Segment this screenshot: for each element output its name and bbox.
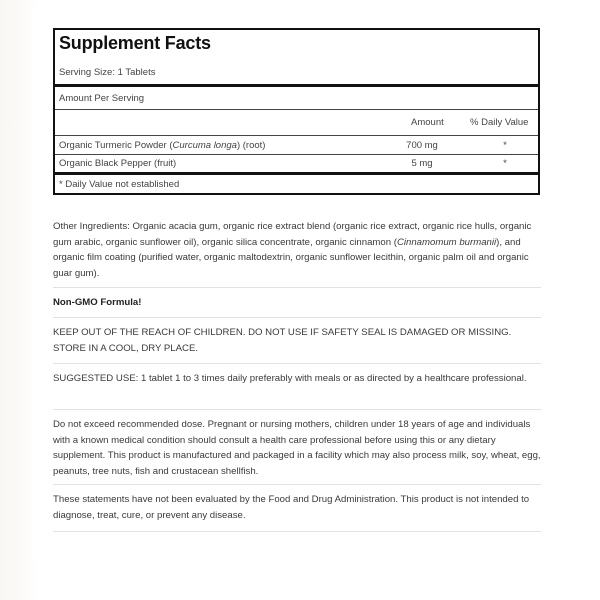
nutrient-row — [55, 137, 538, 154]
daily-value-column-header: % Daily Value — [470, 117, 529, 128]
thick-rule — [55, 84, 538, 87]
section-divider — [53, 287, 541, 288]
fda-disclaimer-text: These statements have not been evaluated by the Food and Drug Administration. This product is not intended to diagnose, treat, cure, or prevent any disease. — [53, 494, 530, 521]
section-divider — [53, 317, 541, 318]
caution-text: Do not exceed recommended dose. Pregnant or nursing mothers, children under 18 years of age and individuals with a known medical condition should consult a health care professional before using this or any dietary supplement. This product is manufactured and packaged in a facility which may also process milk, soy, wheat, egg, peanuts, tree nuts, fish and crustacean shellfish. — [53, 419, 541, 477]
non-gmo-heading: Non-GMO Formula! — [53, 297, 142, 308]
nutrient-daily-value: * — [503, 140, 507, 151]
thick-rule — [55, 172, 538, 175]
thin-rule — [55, 135, 538, 136]
amount-column-header: Amount — [411, 117, 444, 128]
section-divider — [53, 531, 541, 532]
nutrient-amount: 5 mg — [411, 158, 433, 169]
other-ingredients-text: Other Ingredients: Organic acacia gum, organic rice extract blend (organic rice extract, organic rice hulls, organic gum arabic, organic sunflower oil), organic silica concentrate, organic cinnamon (Cinnamomum burmanii), and organic film coating (purified water, organic maltodextrin, organic sunflower lecithin, organic palm oil and organic guar gum). — [53, 221, 532, 279]
nutrient-row — [55, 155, 538, 172]
nutrient-name: Organic Turmeric Powder (Curcuma longa) (root) — [59, 140, 266, 151]
nutrient-amount: 700 mg — [406, 140, 438, 151]
suggested-use-text: SUGGESTED USE: 1 tablet 1 to 3 times daily preferably with meals or as directed by a healthcare professional. — [53, 373, 527, 384]
amount-per-serving-label: Amount Per Serving — [59, 93, 145, 104]
nutrient-name: Organic Black Pepper (fruit) — [59, 158, 177, 169]
supplement-facts-panel — [53, 28, 540, 195]
warning-text: KEEP OUT OF THE REACH OF CHILDREN. DO NOT USE IF SAFETY SEAL IS DAMAGED OR MISSING. STORE IN A COOL, DRY PLACE. — [53, 327, 512, 354]
section-divider — [53, 363, 541, 364]
nutrient-daily-value: * — [503, 158, 507, 169]
thin-rule — [55, 109, 538, 110]
serving-size: Serving Size: 1 Tablets — [59, 67, 156, 78]
section-divider — [53, 409, 541, 410]
daily-value-footnote: * Daily Value not established — [59, 179, 180, 190]
supplement-facts-title: Supplement Facts — [59, 33, 211, 53]
section-divider — [53, 484, 541, 485]
